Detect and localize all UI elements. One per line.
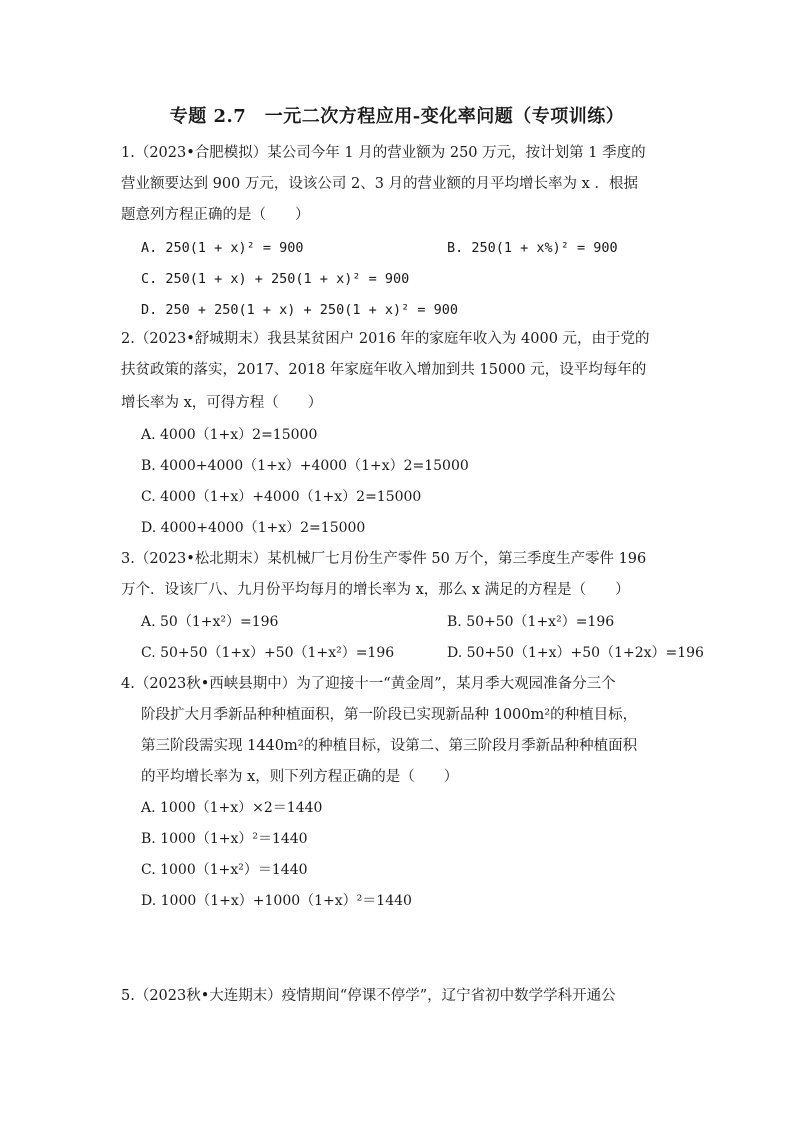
question-1-option-c: C. 250(1 + x) + 250(1 + x)² = 900 xyxy=(141,271,410,287)
question-3-option-a: A. 50（1+x²）=196 xyxy=(141,614,279,630)
question-4-line-1: 4.（2023秋•西峡县期中）为了迎接十一“黄金周”，某月季大观园准备分三个 xyxy=(121,676,616,692)
question-3-option-b: B. 50+50（1+x²）=196 xyxy=(447,614,615,630)
page-title: 专题 2.7 一元二次方程应用-变化率问题（专项训练） xyxy=(169,106,625,127)
question-3-option-c: C. 50+50（1+x）+50（1+x²）=196 xyxy=(141,645,395,661)
question-4-line-4: 的平均增长率为 x，则下列方程正确的是（ ） xyxy=(141,769,459,785)
question-1-option-d: D. 250 + 250(1 + x) + 250(1 + x)² = 900 xyxy=(141,302,458,318)
question-1-line-3: 题意列方程正确的是（ ） xyxy=(121,207,310,223)
question-4-line-3: 第三阶段需实现 1440m²的种植目标，设第二、第三阶段月季新品种种植面积 xyxy=(141,738,638,754)
question-5-line-1: 5.（2023秋•大连期末）疫情期间“停课不停学”，辽宁省初中数学学科开通公 xyxy=(121,988,616,1004)
question-4-line-2: 阶段扩大月季新品种种植面积，第一阶段已实现新品种 1000m²的种植目标， xyxy=(141,707,638,723)
question-1-option-b: B. 250(1 + x%)² = 900 xyxy=(447,240,618,256)
question-2-line-1: 2.（2023•舒城期末）我县某贫困户 2016 年的家庭年收入为 4000 元，由于党的 xyxy=(121,331,650,347)
question-2-line-2: 扶贫政策的落实，2017、2018 年家庭年收入增加到共 15000 元，设平均每年的 xyxy=(121,362,647,378)
question-1-line-2: 营业额要达到 900 万元，设该公司 2、3 月的营业额的月平均增长率为 x ．根据 xyxy=(121,176,638,192)
question-4-option-b: B. 1000（1+x）²＝1440 xyxy=(141,831,308,847)
question-2-option-c: C. 4000（1+x）+4000（1+x）2=15000 xyxy=(141,489,422,505)
question-4-option-d: D. 1000（1+x）+1000（1+x）²＝1440 xyxy=(141,893,412,909)
question-1-option-a: A. 250(1 + x)² = 900 xyxy=(141,240,304,256)
question-1-line-1: 1.（2023•合肥模拟）某公司今年 1 月的营业额为 250 万元，按计划第 1 季度的 xyxy=(121,145,646,161)
question-2-option-d: D. 4000+4000（1+x）2=15000 xyxy=(141,520,366,536)
question-3-line-1: 3.（2023•松北期末）某机械厂七月份生产零件 50 万个，第三季度生产零件 196 xyxy=(121,551,647,567)
question-2-option-b: B. 4000+4000（1+x）+4000（1+x）2=15000 xyxy=(141,458,469,474)
question-2-option-a: A. 4000（1+x）2=15000 xyxy=(141,427,318,443)
question-3-option-d: D. 50+50（1+x）+50（1+2x）=196 xyxy=(447,645,704,661)
question-4-option-c: C. 1000（1+x²）＝1440 xyxy=(141,862,308,878)
question-4-option-a: A. 1000（1+x）×2＝1440 xyxy=(141,800,323,816)
question-2-line-3: 增长率为 x，可得方程（ ） xyxy=(121,395,323,411)
question-3-line-2: 万个．设该厂八、九月份平均每月的增长率为 x，那么 x 满足的方程是（ ） xyxy=(121,582,630,598)
